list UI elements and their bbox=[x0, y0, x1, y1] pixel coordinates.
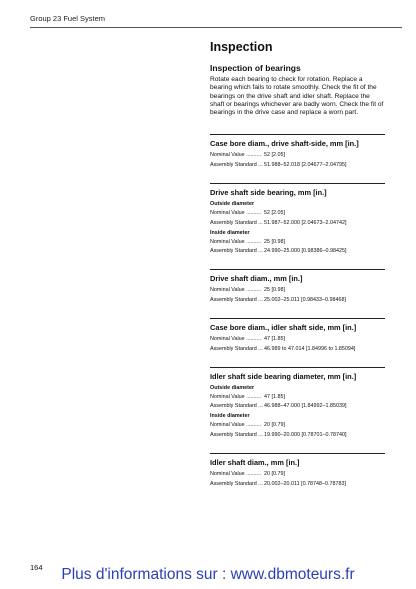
content-column bbox=[210, 40, 385, 489]
spec-value: 52 [2.05] bbox=[264, 152, 285, 159]
header-rule bbox=[30, 27, 402, 28]
spec-row bbox=[210, 431, 385, 441]
spec-block bbox=[210, 183, 385, 257]
spec-label: Nominal Value .......... bbox=[210, 210, 262, 217]
spec-row bbox=[210, 421, 385, 431]
spec-subheading: Outside diameter bbox=[210, 201, 255, 208]
spec-row bbox=[210, 393, 385, 403]
spec-row bbox=[210, 238, 385, 248]
spec-block bbox=[210, 367, 385, 441]
section-paragraph: Rotate each bearing to check for rotation. Replace a bearing which fails to rotate smoothly. Check the fit of the bearings on the drive shaft and idler shaft. Replace the shaft or bearings whichever are badly worn. Check the fit of bearings in the drive case and replace a worn part. bbox=[210, 76, 384, 117]
spec-title: Idler shaft side bearing diameter, mm [in.] bbox=[210, 367, 385, 381]
section-subtitle: Inspection of bearings bbox=[210, 63, 301, 73]
spec-value: 25 [0.98] bbox=[264, 238, 285, 245]
spec-title: Drive shaft diam., mm [in.] bbox=[210, 269, 385, 283]
spec-label: Nominal Value .......... bbox=[210, 393, 262, 400]
spec-value: 20 [0.79] bbox=[264, 422, 285, 429]
spec-row bbox=[210, 296, 385, 306]
spec-value: 52 [2.05] bbox=[264, 210, 285, 217]
spec-row bbox=[210, 161, 385, 171]
spec-label: Assembly Standard ... bbox=[210, 219, 263, 226]
spec-value: 47 [1.85] bbox=[264, 393, 285, 400]
spec-row bbox=[210, 151, 385, 161]
spec-value: 46.988–47.000 [1.84992–1.85039] bbox=[264, 403, 347, 410]
spec-row bbox=[210, 209, 385, 219]
spec-row bbox=[210, 402, 385, 412]
spec-value: 20.002–20.011 [0.78748–0.78783] bbox=[264, 480, 347, 487]
spec-value: 20 [0.79] bbox=[264, 470, 285, 477]
spec-row bbox=[210, 286, 385, 296]
spec-label: Nominal Value .......... bbox=[210, 470, 262, 477]
page-number: 164 bbox=[30, 563, 43, 572]
spec-value: 51.987–52.000 [2.04673–2.04742] bbox=[264, 219, 347, 226]
section-title: Inspection bbox=[210, 40, 273, 54]
spec-value: 25.002–25.011 [0.98433–0.98468] bbox=[264, 297, 347, 304]
spec-value: 24.990–25.000 [0.98386–0.98425] bbox=[264, 248, 347, 255]
spec-label: Nominal Value .......... bbox=[210, 152, 262, 159]
spec-label: Assembly Standard ... bbox=[210, 248, 263, 255]
spec-block bbox=[210, 318, 385, 353]
spec-title: Case bore diam., idler shaft side, mm [in.] bbox=[210, 318, 385, 332]
spec-block bbox=[210, 134, 385, 171]
spec-row bbox=[210, 335, 385, 345]
spec-label: Assembly Standard ... bbox=[210, 162, 263, 169]
spec-row bbox=[210, 470, 385, 480]
spec-row bbox=[210, 219, 385, 229]
spec-value: 25 [0.98] bbox=[264, 287, 285, 294]
spec-row bbox=[210, 247, 385, 257]
spec-subheading: Inside diameter bbox=[210, 229, 250, 236]
spec-block bbox=[210, 269, 385, 306]
spec-row bbox=[210, 480, 385, 490]
spec-title: Case bore diam., drive shaft-side, mm [in.] bbox=[210, 134, 385, 148]
spec-list bbox=[210, 134, 385, 489]
running-header: Group 23 Fuel System bbox=[30, 14, 106, 23]
spec-subheading: Outside diameter bbox=[210, 384, 255, 391]
spec-value: 19.990–20.000 [0.78701–0.78740] bbox=[264, 432, 347, 439]
spec-label: Nominal Value .......... bbox=[210, 287, 262, 294]
spec-label: Assembly Standard ... bbox=[210, 297, 263, 304]
spec-row bbox=[210, 346, 385, 353]
spec-label: Assembly Standard ... bbox=[210, 432, 263, 439]
footer-link[interactable]: Plus d'informations sur : www.dbmoteurs.fr bbox=[61, 566, 355, 583]
spec-value: 51.988–52.018 [2.04677–2.04795] bbox=[264, 162, 347, 169]
spec-label: Assembly Standard ... bbox=[210, 403, 263, 410]
spec-value: 47 [1.85] bbox=[264, 335, 285, 342]
spec-title: Idler shaft diam., mm [in.] bbox=[210, 453, 385, 467]
spec-label: Assembly Standard ... bbox=[210, 345, 263, 352]
spec-value: 46.989 to 47.014 [1.84996 to 1.85094] bbox=[264, 345, 356, 352]
spec-label: Nominal Value .......... bbox=[210, 335, 262, 342]
spec-label: Nominal Value .......... bbox=[210, 238, 262, 245]
spec-label: Assembly Standard ... bbox=[210, 480, 263, 487]
spec-label: Nominal Value .......... bbox=[210, 422, 262, 429]
spec-title: Drive shaft side bearing, mm [in.] bbox=[210, 183, 385, 197]
spec-block bbox=[210, 453, 385, 490]
spec-subheading: Inside diameter bbox=[210, 413, 250, 420]
